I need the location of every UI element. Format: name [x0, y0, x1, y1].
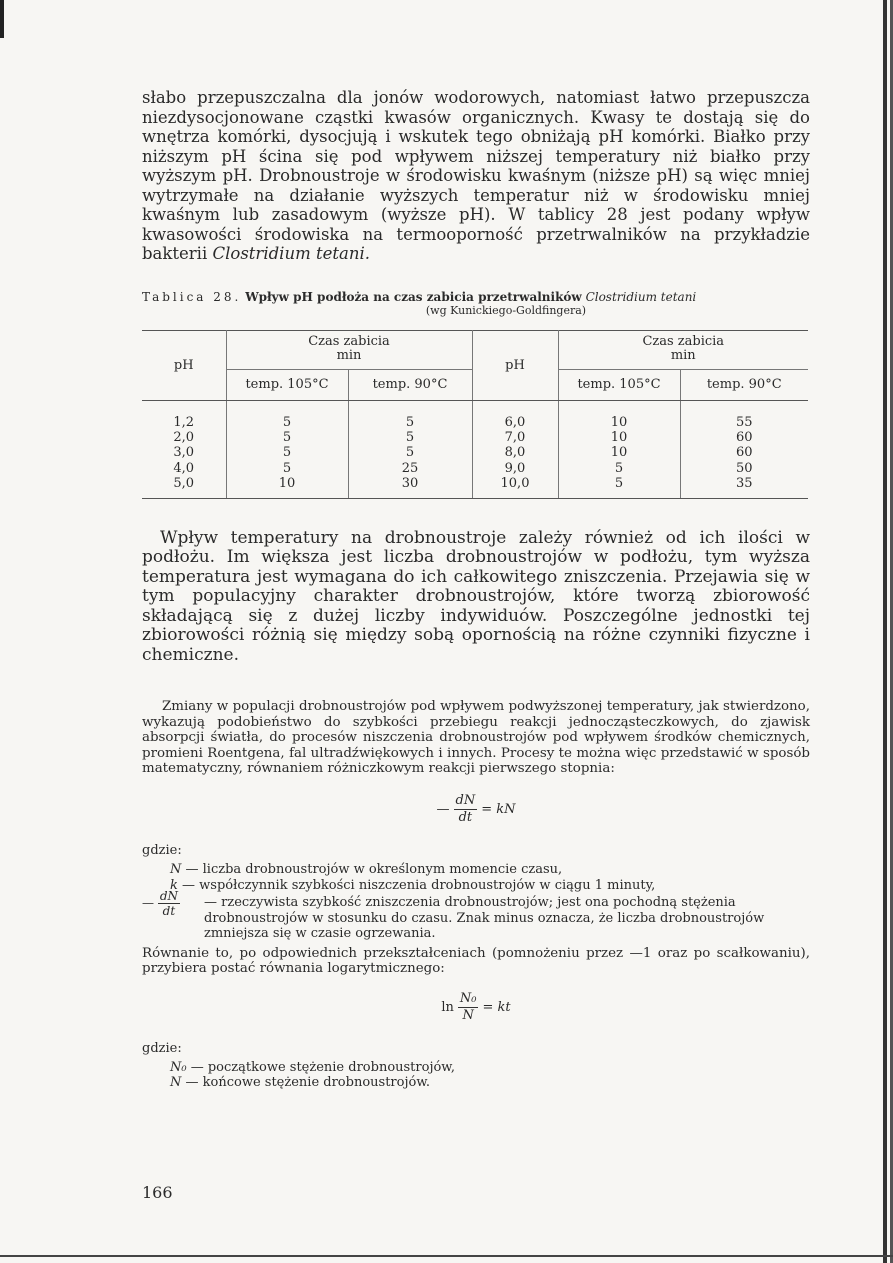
group-header-2-line2: min — [670, 347, 696, 363]
symbol-N0: N₀ — [170, 1059, 187, 1075]
equation-2-denominator: N — [462, 1007, 474, 1023]
cell: 10 — [558, 445, 680, 460]
cell: 5 — [348, 430, 472, 445]
paragraph-3: Zmiany w populacji drobnoustrojów pod wpływem podwyższonej temperatury, jak stwierdzono, wykazują podobieństwo do szybkości przebiegu reakcji jednocząsteczkowych, do zjawisk absorpcji światła, do procesów niszczenia drobnoustrojów pod wpływem środków chemicznych, promieni Roentgena, fal ultradźwiękowych i innych. Procesy te można więc przedstawić w sposób matematyczny, równaniem różniczkowym reakcji pierwszego stopnia: — [142, 699, 810, 777]
symbol-k: k — [170, 877, 178, 893]
group-header-1-line2: min — [336, 347, 362, 363]
equation-2-numerator: N₀ — [459, 990, 477, 1006]
cell: 5 — [226, 400, 348, 430]
equation-1-rhs: = kN — [481, 802, 516, 817]
definition-N0 — [142, 1060, 810, 1076]
cell: 6,0 — [472, 400, 558, 430]
cell: 10,0 — [472, 476, 558, 498]
group-header-2 — [558, 330, 808, 369]
table-row — [142, 476, 808, 498]
definition-dNdt-numerator: dN — [159, 889, 179, 903]
cell: 50 — [735, 460, 753, 476]
cell: 10 — [226, 476, 348, 498]
cell: 3,0 — [142, 445, 226, 460]
symbol-N-final: N — [170, 1075, 182, 1091]
scan-edge-left — [0, 0, 4, 38]
cell: 5 — [558, 476, 680, 498]
definition-dNdt-text: — rzeczywista szybkość zniszczenia drobnoustrojów; jest ona pochodną stężenia drobnoustrojów w stosunku do czasu. Znak minus oznacza, że liczba drobnoustrojów zmniejsza się w czasie ogrzewania. — [204, 895, 765, 941]
definition-dNdt-denominator: dt — [162, 904, 176, 918]
cell: 5 — [348, 445, 472, 460]
definition-k-text: — współczynnik szybkości niszczenia drobnoustrojów w ciągu 1 minuty, — [177, 877, 656, 893]
equation-2-fraction — [458, 991, 479, 1024]
group-header-2-line1: Czas zabicia — [642, 333, 725, 349]
cell: 9,0 — [472, 461, 558, 476]
definition-N0-text: — początkowe stężenie drobnoustrojów, — [186, 1059, 456, 1075]
table-title-species: Clostridium tetani — [585, 289, 697, 304]
cell: 5,0 — [142, 476, 226, 498]
scan-edge-right — [883, 0, 887, 1263]
species-name: Clostridium tetani. — [212, 244, 370, 263]
table-caption — [142, 290, 810, 318]
equation-1-fraction — [454, 793, 478, 826]
paragraph-4: Równanie to, po odpowiednich przekształceniach (pomnożeniu przez —1 oraz po scałkowaniu), przybiera postać równania logarytmicznego: — [142, 945, 810, 977]
cell: 5 — [558, 461, 680, 476]
equation-2-ln: ln — [441, 999, 454, 1015]
definition-dNdt-minus: — — [142, 896, 154, 910]
equation-1-denominator: dt — [458, 810, 473, 825]
equation-1 — [142, 793, 810, 837]
col-temp105-1: temp. 105°C — [226, 369, 348, 400]
definition-dNdt-fraction — [158, 889, 180, 918]
scan-edge-bottom — [0, 1255, 893, 1257]
cell: 5 — [226, 430, 348, 445]
definitions-1 — [142, 862, 810, 942]
page-content — [142, 88, 810, 1091]
cell: 4,0 — [142, 461, 226, 476]
cell: 55 — [735, 414, 753, 430]
cell: 30 — [348, 476, 472, 498]
definition-N-text: — liczba drobnoustrojów w określonym momencie czasu, — [181, 862, 563, 877]
equation-1-numerator: dN — [455, 793, 476, 808]
cell: 5 — [348, 400, 472, 430]
definition-N-final — [142, 1075, 810, 1091]
page-number: 166 — [142, 1183, 173, 1202]
cell: 25 — [348, 461, 472, 476]
gdzie-label-1: gdzie: — [142, 843, 182, 858]
cell: 7,0 — [472, 430, 558, 445]
table-row — [142, 461, 808, 476]
col-ph-1: pH — [142, 330, 226, 400]
col-ph-2: pH — [472, 330, 558, 400]
cell: 10 — [558, 430, 680, 445]
table-row — [142, 400, 808, 430]
ph-table — [142, 330, 808, 499]
cell: 35 — [680, 476, 808, 498]
symbol-N: N — [170, 862, 182, 877]
equation-2-rhs: = kt — [482, 999, 511, 1015]
definition-dNdt — [142, 889, 810, 942]
definition-k — [142, 878, 810, 894]
definition-dNdt-symbol — [142, 889, 180, 918]
paragraph-1-text: słabo przepuszczalna dla jonów wodorowych, natomiast łatwo przepuszcza niezdysocjonowane cząstki kwasów organicznych. Kwasy te dostają się do wnętrza komórki, dysocjują i wskutek tego obniżają pH komórki. Białko przy niższym pH ścina się pod wpływem niższej temperatury niż białko przy wyższym pH. Drobnoustroje w środowisku kwaśnym (niższe pH) są więc mniej wytrzymałe na działanie wyższych temperatur niż w środowisku mniej kwaśnym lub zasadowym (wyższe pH). W tablicy 28 jest podany wpływ kwasowości środowiska na termooporność przetrwalników na przykładzie bakterii — [142, 88, 810, 263]
group-header-1 — [226, 330, 472, 369]
definition-N — [142, 862, 810, 878]
col-temp90-1: temp. 90°C — [348, 369, 472, 400]
paragraph-1 — [142, 88, 810, 264]
col-temp105-2: temp. 105°C — [558, 369, 680, 400]
equation-1-minus: — — [436, 802, 450, 817]
cell: 5 — [226, 461, 348, 476]
table-source: (wg Kunickiego-Goldfingera) — [425, 303, 587, 317]
col-temp90-2: temp. 90°C — [680, 369, 808, 400]
table-label: Tablica 28. — [142, 289, 242, 304]
cell: 2,0 — [142, 430, 226, 445]
cell: 5 — [226, 445, 348, 460]
definitions-2 — [142, 1060, 810, 1091]
group-header-1-line1: Czas zabicia — [308, 333, 390, 349]
paragraph-2: Wpływ temperatury na drobnoustroje zależy również od ich ilości w podłożu. Im większa jest liczba drobnoustrojów w podłożu, tym wyższa temperatura jest wymagana do ich całkowitego zniszczenia. Przejawia się w tym populacyjny charakter drobnoustrojów, które tworzą zbiorowość składającą się z dużej liczby indywiduów. Poszczególne jednostki tej zbiorowości różnią się między sobą opornością na różne czynniki fizyczne i chemiczne. — [142, 527, 810, 665]
cell: 60 — [735, 429, 753, 445]
gdzie-label-2: gdzie: — [142, 1040, 182, 1056]
table-row — [142, 445, 808, 460]
cell: 60 — [735, 445, 753, 461]
table-row — [142, 430, 808, 445]
definition-N-final-text: — końcowe stężenie drobnoustrojów. — [181, 1075, 431, 1091]
cell: 1,2 — [142, 400, 226, 430]
cell: 10 — [558, 400, 680, 430]
table-title: Wpływ pH podłoża na czas zabicia przetrwalników — [245, 289, 582, 304]
cell: 8,0 — [472, 445, 558, 460]
equation-2 — [142, 991, 810, 1035]
